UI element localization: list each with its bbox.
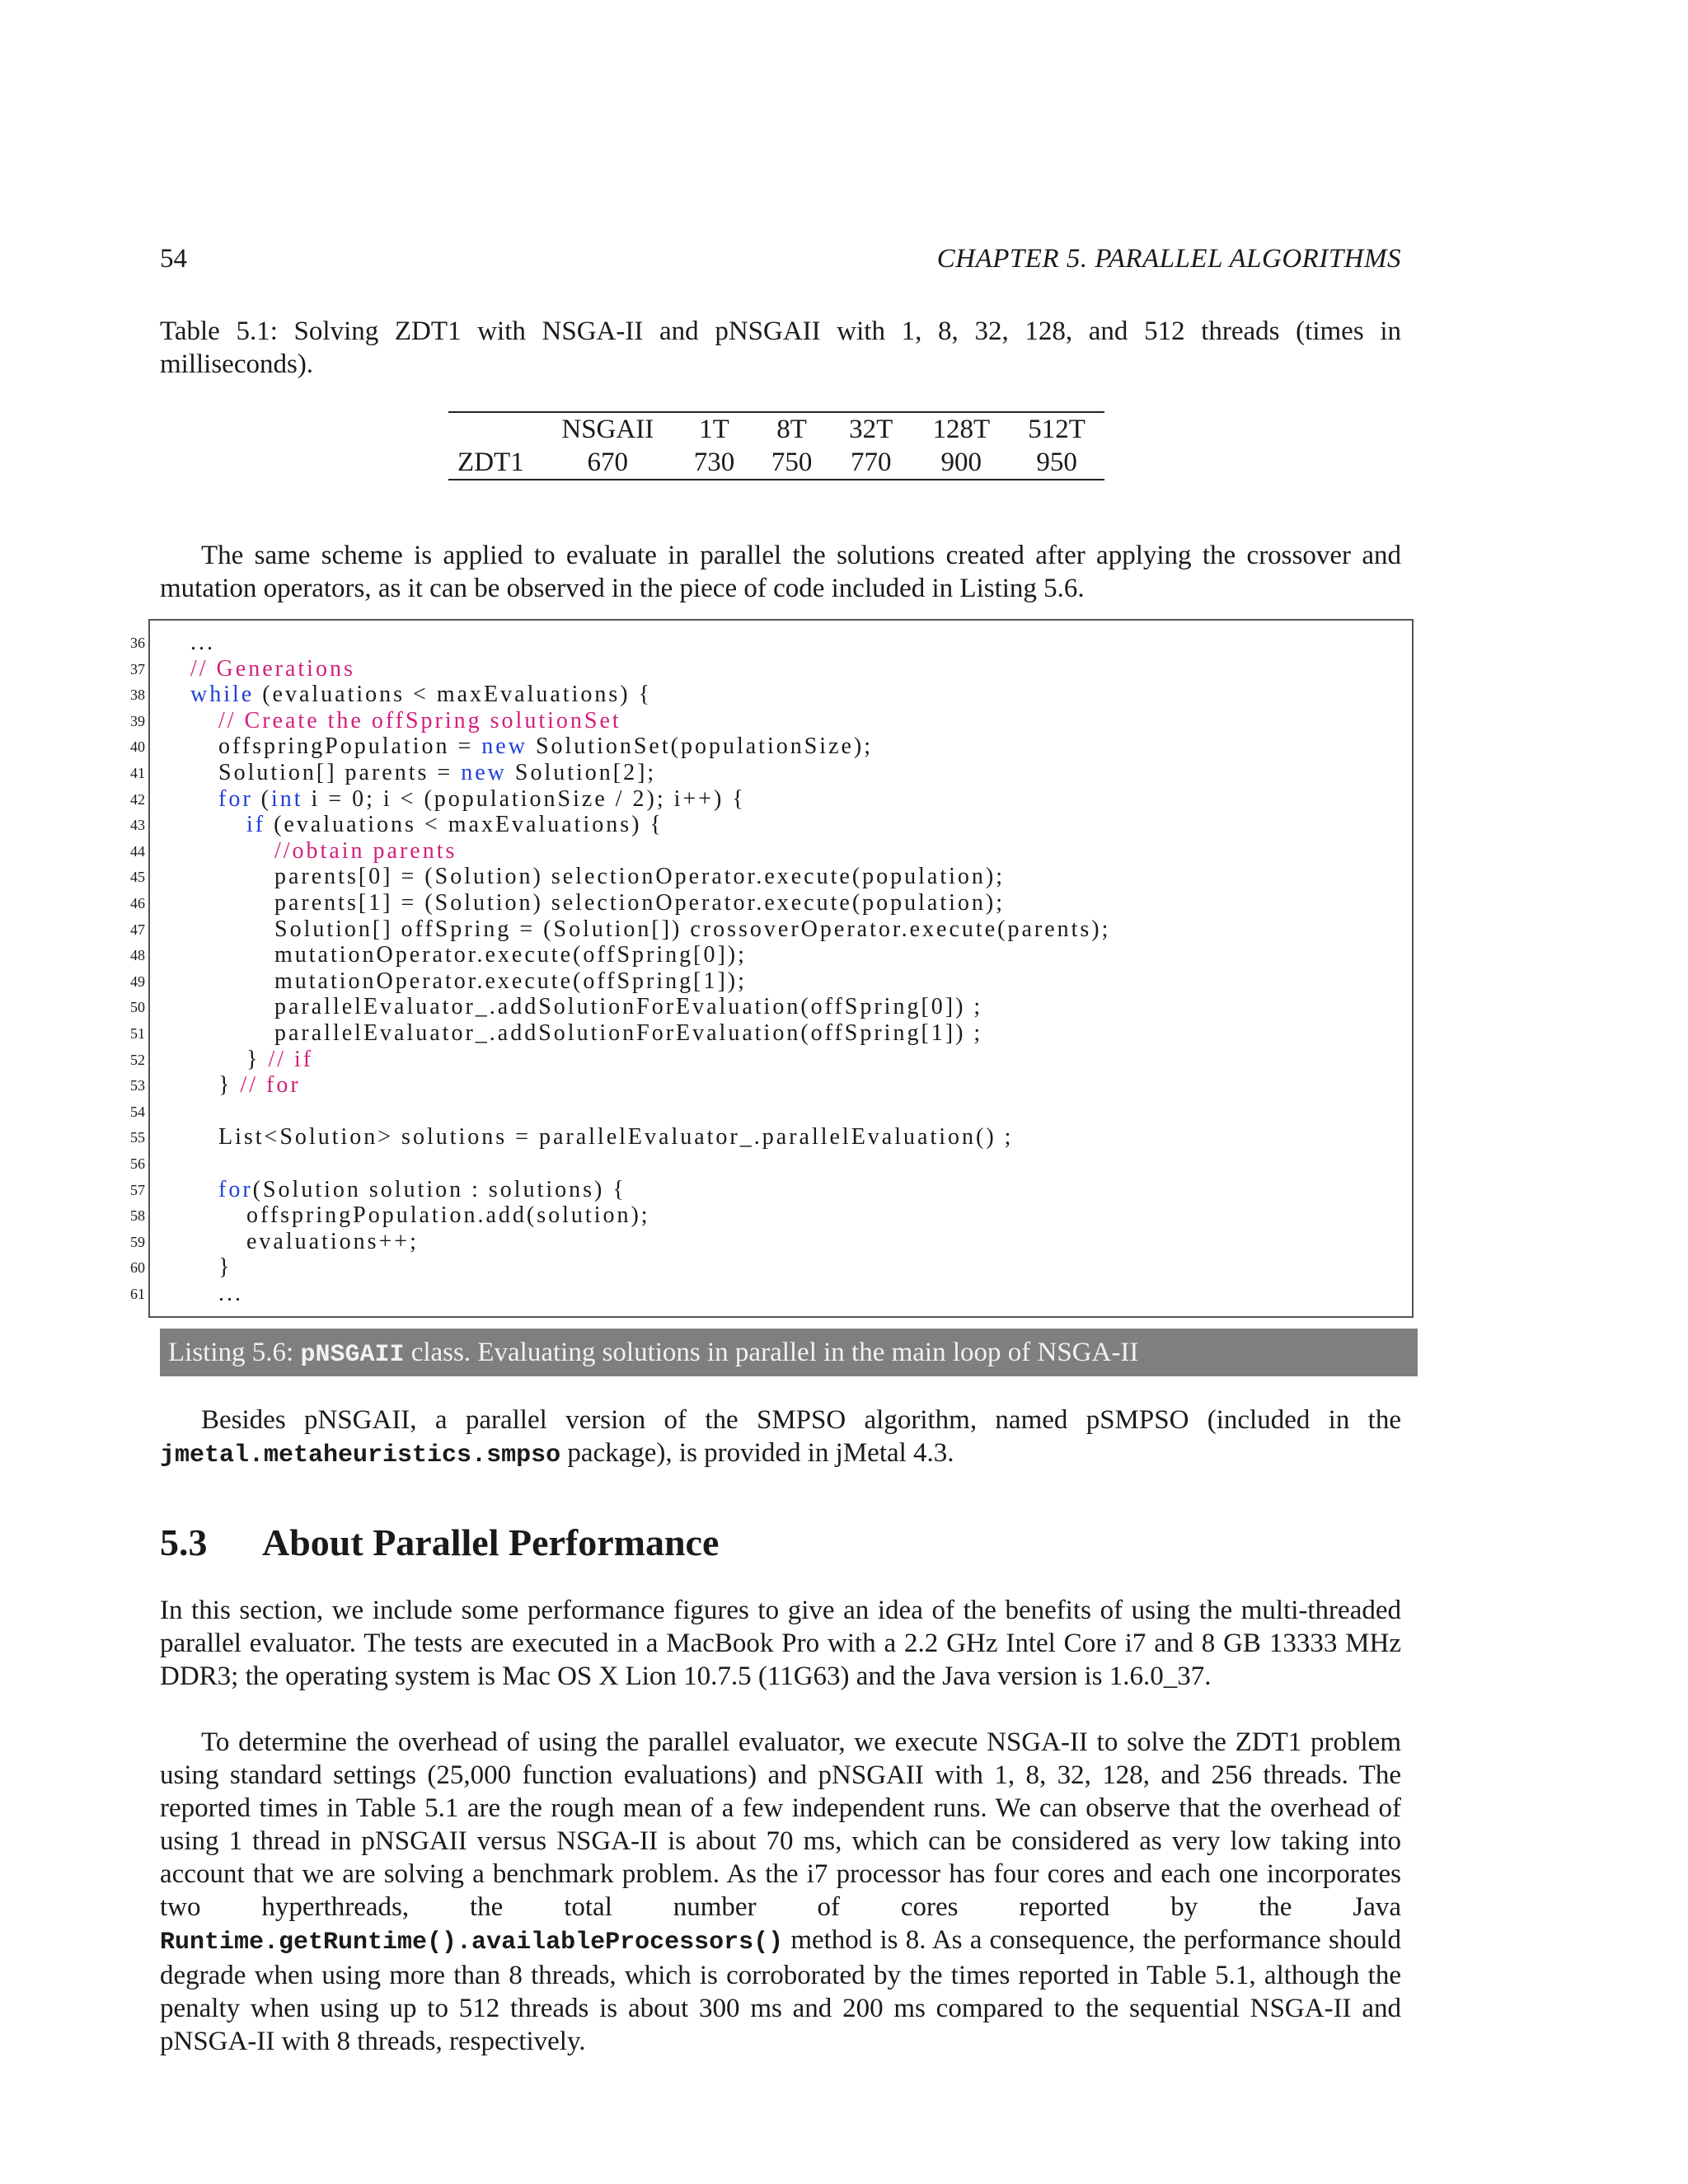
table-cell: 950 (1036, 447, 1077, 477)
line-number: 41 (130, 765, 145, 781)
code-line (218, 1124, 1013, 1151)
code-line (274, 890, 1005, 916)
code-comment: // if (268, 1046, 314, 1072)
table-header-cell: NSGAII (561, 414, 654, 444)
code-line (274, 864, 1005, 890)
table-caption: Table 5.1: Solving ZDT1 with NSGA-II and pNSGAII with 1, 8, 32, 128, and 512 threads (times in milliseconds). (160, 316, 1401, 379)
code-line (274, 942, 747, 968)
line-number: 58 (130, 1207, 145, 1225)
code-text: ( (252, 785, 271, 812)
line-number: 39 (130, 712, 145, 729)
code-keyword: for (218, 785, 253, 812)
paragraph-psmpso (160, 1404, 1401, 1472)
line-number: 37 (130, 660, 145, 677)
table-cell: 770 (850, 447, 892, 477)
code-text: mutationOperator.execute(offSpring[0]); (274, 942, 747, 968)
line-number: 44 (130, 842, 145, 860)
code-line (218, 1281, 243, 1307)
section-number: 5.3 (160, 1521, 208, 1563)
code-line (218, 786, 746, 813)
listing-caption-text: class. Evaluating solutions in parallel in the main loop of NSGA-II (404, 1338, 1139, 1367)
code-text: offspringPopulation.add(solution); (246, 1202, 650, 1229)
code-text: parallelEvaluator_.addSolutionForEvaluation(offSpring[0]) ; (274, 994, 983, 1020)
code-keyword: while (190, 682, 255, 708)
para2-text-after: package), is provided in jMetal 4.3. (560, 1438, 954, 1468)
table-header-cell: 512T (1028, 414, 1085, 444)
para4-text-after: method is 8. As a consequence, the performance should degrade when using more than 8 threads, which is corroborated by the times reported in Table 5.1, although the penalty when using up to 512 threads is about 300 ms and 200 ms compared to the sequential NSGA-II and pNSGA-II with 8 threads, respectively. (160, 1925, 1401, 2056)
code-comment: //obtain parents (274, 837, 457, 864)
table-cell: 750 (771, 447, 813, 477)
line-number: 54 (130, 1103, 145, 1120)
line-number: 49 (130, 972, 145, 990)
code-text: offspringPopulation = (218, 733, 482, 760)
table-row-label: ZDT1 (457, 447, 524, 477)
code-line (218, 733, 873, 760)
line-number: 47 (130, 921, 145, 938)
listing-caption-prefix: Listing 5.6: (168, 1338, 301, 1367)
code-line (218, 1254, 232, 1281)
code-line (274, 994, 982, 1020)
code-text: } (246, 1046, 269, 1072)
listing-caption-class: pNSGAII (300, 1341, 405, 1369)
line-number: 59 (130, 1233, 145, 1250)
code-line (218, 1072, 301, 1099)
line-number: 50 (130, 999, 145, 1016)
code-text: (evaluations < maxEvaluations) { (265, 812, 663, 838)
table-header-cell: 1T (699, 414, 729, 444)
code-line (274, 968, 747, 995)
code-line (190, 630, 215, 656)
line-number: 51 (130, 1025, 145, 1042)
line-number: 57 (130, 1181, 145, 1198)
code-line (246, 1202, 650, 1229)
page-number: 54 (160, 244, 187, 274)
code-line (246, 1047, 313, 1073)
code-line (274, 1020, 982, 1047)
method-call: Runtime.getRuntime().availableProcessors() (160, 1929, 784, 1957)
line-number: 38 (130, 687, 145, 704)
line-number: 46 (130, 895, 145, 912)
code-text: SolutionSet(populationSize); (527, 733, 874, 760)
code-text: Solution[] parents = (218, 760, 462, 785)
para2-text-before: Besides pNSGAII, a parallel version of the SMPSO algorithm, named pSMPSO (included in the (201, 1405, 1401, 1435)
code-line (218, 708, 621, 734)
line-number: 53 (130, 1077, 145, 1094)
table-header-cell (448, 413, 542, 446)
code-line (190, 682, 652, 708)
code-line (246, 812, 663, 838)
line-number: 40 (130, 738, 145, 756)
table-cell: 900 (940, 447, 982, 477)
line-number: 45 (130, 869, 145, 886)
code-text: Solution[] offSpring = (Solution[]) crossoverOperator.execute(parents); (274, 916, 1111, 942)
listing-caption (160, 1329, 1418, 1376)
code-line (190, 656, 355, 682)
code-text: i = 0; i < (populationSize / 2); i++) { (302, 785, 746, 812)
line-number: 43 (130, 817, 145, 834)
line-number: 48 (130, 947, 145, 964)
code-comment: // Create the offSpring solutionSet (218, 707, 621, 733)
table-header-row (448, 413, 1104, 446)
code-comment: // for (240, 1072, 301, 1099)
line-number: 36 (130, 635, 145, 651)
chapter-title: CHAPTER 5. PARALLEL ALGORITHMS (936, 244, 1401, 274)
line-number: 61 (130, 1286, 145, 1302)
code-text: parents[0] = (Solution) selectionOperator.execute(population); (274, 864, 1006, 890)
code-text: } (218, 1254, 232, 1281)
package-name: jmetal.metaheuristics.smpso (160, 1441, 561, 1469)
table-cell: 730 (693, 447, 735, 477)
paragraph-overhead (160, 1726, 1401, 2058)
paragraph-intro: The same scheme is applied to evaluate in parallel the solutions created after applying the crossover and mutation operators, as it can be observed in the piece of code included in Listing 5.6. (160, 541, 1401, 603)
table-cell: 670 (587, 447, 629, 477)
code-text: Solution[2]; (506, 760, 657, 785)
section-title: About Parallel Performance (262, 1521, 720, 1563)
code-line (218, 1177, 626, 1203)
code-keyword: int (270, 785, 303, 812)
code-text: ... (218, 1281, 243, 1306)
table-row (448, 446, 1104, 479)
table-header-cell: 8T (776, 414, 807, 444)
line-number: 56 (130, 1155, 145, 1172)
code-keyword: new (481, 733, 528, 760)
section-heading (160, 1521, 719, 1564)
code-text: } (218, 1072, 241, 1099)
code-line (274, 916, 1110, 943)
results-table (448, 411, 1104, 480)
code-text: evaluations++; (246, 1228, 419, 1254)
para4-text-before: To determine the overhead of using the parallel evaluator, we execute NSGA-II to solve the ZDT1 problem using standard settings (25,000 function evaluations) and pNSGAII with 1, 8, 32, 128, and 256 threads. The reported times in Table 5.1 are the rough mean of a few independent runs. We can observe that the overhead of using 1 thread in pNSGAII versus NSGA-II is about 70 ms, which can be considered as very low taking into account that we are solving a benchmark problem. As the i7 processor has four cores and each one incorporates two hyperthreads, the total number of cores reported by the Java (160, 1727, 1401, 1922)
paragraph-setup: In this section, we include some performance figures to give an idea of the benefits of using the multi-threaded parallel evaluator. The tests are executed in a MacBook Pro with a 2.2 GHz Intel Core i7 and 8 GB 13333 MHz DDR3; the operating system is Mac OS X Lion 10.7.5 (11G63) and the Java version is 1.6.0_37. (160, 1596, 1401, 1691)
code-line (274, 838, 457, 865)
code-text: parallelEvaluator_.addSolutionForEvaluation(offSpring[1]) ; (274, 1020, 983, 1046)
code-keyword: if (246, 812, 266, 838)
code-line (246, 1229, 419, 1255)
code-keyword: for (218, 1176, 253, 1202)
line-number: 52 (130, 1051, 145, 1068)
table-header-cell: 128T (932, 414, 991, 444)
table-header-cell: 32T (849, 414, 893, 444)
line-number: 42 (130, 790, 145, 808)
code-text: List<Solution> solutions = parallelEvaluator_.parallelEvaluation() ; (218, 1124, 1014, 1151)
line-number: 60 (130, 1259, 145, 1277)
code-comment: // Generations (190, 655, 355, 682)
code-text: (Solution solution : solutions) { (252, 1176, 626, 1202)
code-keyword: new (461, 760, 507, 785)
code-text: parents[1] = (Solution) selectionOperator.execute(population); (274, 890, 1006, 916)
code-line (218, 760, 656, 786)
code-text: mutationOperator.execute(offSpring[1]); (274, 968, 747, 994)
line-number: 55 (130, 1129, 145, 1146)
running-header (160, 244, 1401, 280)
code-text: (evaluations < maxEvaluations) { (254, 682, 653, 708)
code-text: ... (190, 630, 215, 655)
